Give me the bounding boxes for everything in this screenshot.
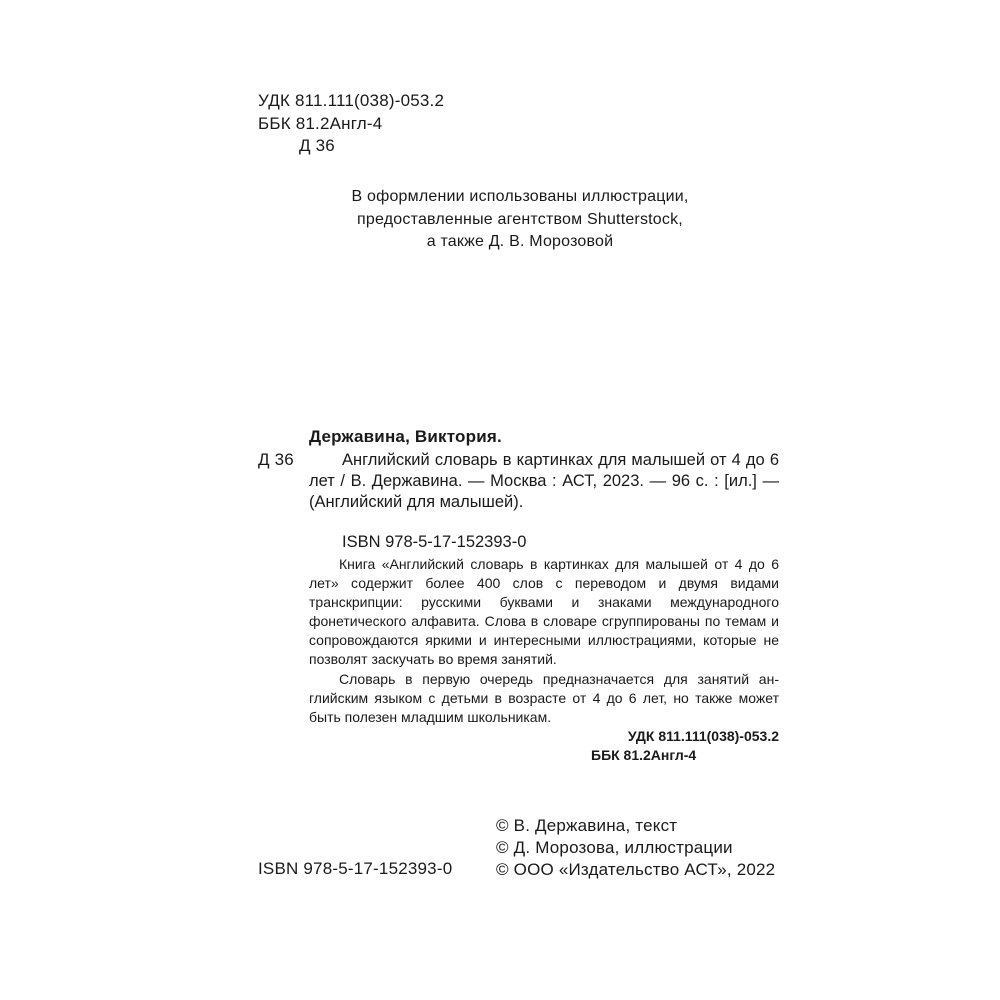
credit-line-3: а также Д. В. Морозовой (426, 233, 614, 250)
copyright-author: © В. Державина, текст (496, 816, 678, 835)
credit-line-2: предоставленные агентством Shutterstock, (357, 210, 683, 228)
copyright-publisher: © ООО «Издательство АСТ», 2022 (496, 860, 776, 879)
annotation-paragraph-2: Словарь в первую очередь предназначается для занятий английским языком с детьми в возрасте от 4 до 6 лет, но также может быть полезен младшим школьникам. (309, 670, 779, 725)
bibliographic-description (309, 450, 779, 513)
catalog-isbn: ISBN 978-5-17-152393-0 (342, 533, 527, 551)
catalog-author-mark: Д 36 (258, 450, 294, 469)
bib-text: Английский словарь в картинках для малышей от 4 до 6 лет / В. Державина. — Москва : АСТ, 2023. — 96 с. : [ил.] — (Английский для малышей). (309, 451, 779, 511)
author-heading: Державина, Виктория. (309, 427, 502, 446)
annotation-udk: УДК 811.111(038)-053.2 (627, 727, 779, 744)
udk-code: УДК 811.111(038)-053.2 (258, 91, 445, 110)
annotation-bbk: ББК 81.2Англ-4 (591, 746, 697, 763)
author-mark: Д 36 (299, 136, 335, 155)
annotation (309, 555, 779, 765)
annotation-paragraph-1: Книга «Английский словарь в картинках для малышей от 4 до 6 лет» содержит более 400 слов с переводом и двумя видами транскрипции: русскими буквами и знаками международного фонетического алфавита. Слова в словаре сгруппированы по темам и сопровождаются яркими и интересными иллюстрациями, которые не позволят заскучать во время занятий. (309, 556, 779, 668)
footer-isbn: ISBN 978-5-17-152393-0 (258, 859, 453, 878)
illustration-credit (320, 186, 720, 254)
bbk-code: ББК 81.2Англ-4 (258, 114, 383, 133)
copyright-illustrator: © Д. Морозова, иллюстрации (496, 838, 733, 857)
credit-line-1: В оформлении использованы иллюстрации, (351, 188, 689, 205)
